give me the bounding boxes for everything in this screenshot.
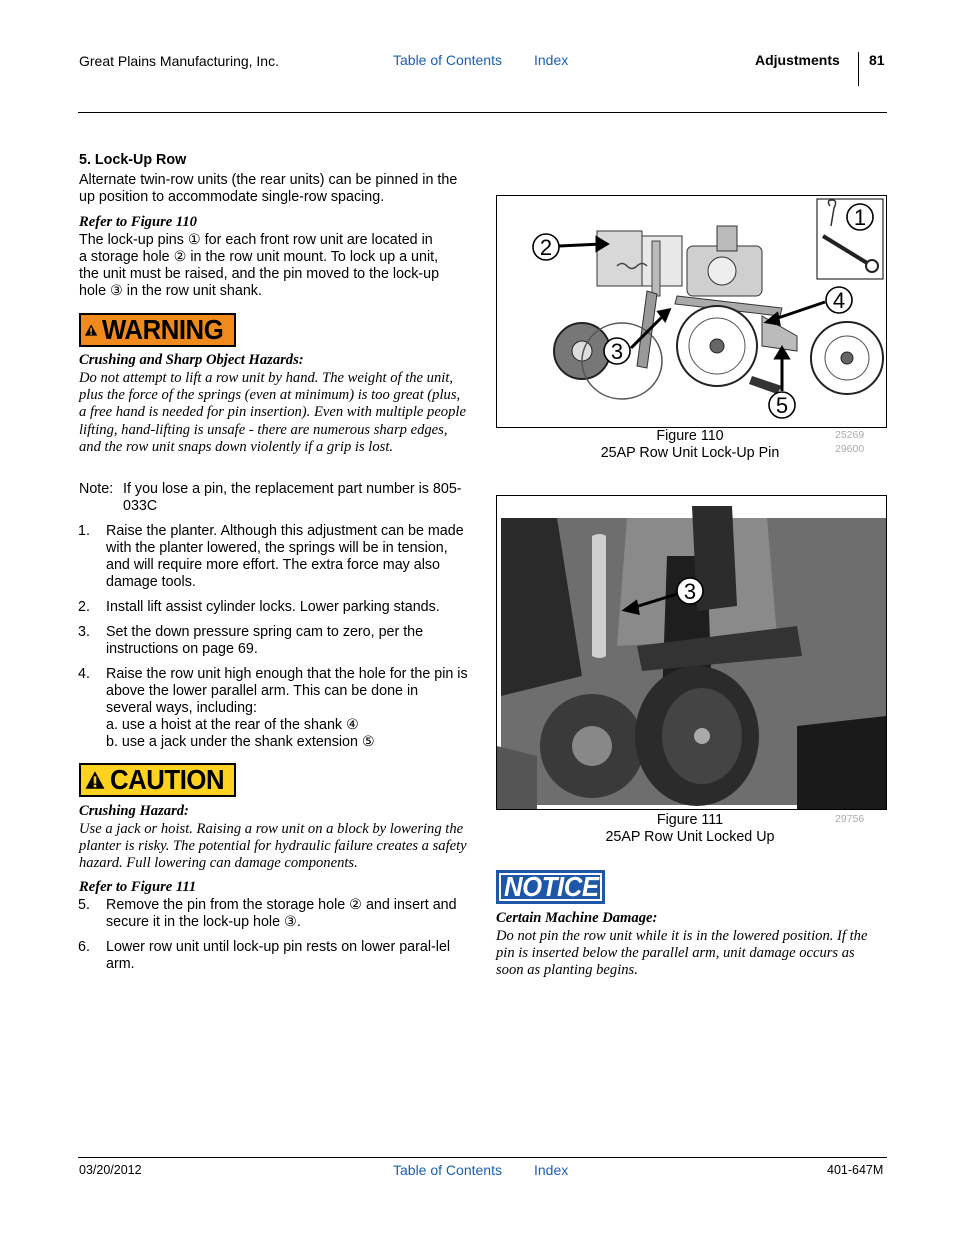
figure-110-code: [835, 428, 864, 456]
figure-111-image: [496, 495, 887, 810]
callout-4-label: 4: [832, 288, 846, 313]
step-3: [78, 624, 470, 658]
step-number: 5.: [78, 897, 90, 913]
caution-title: Crushing Hazard:: [79, 803, 189, 819]
figure-111-label: Figure 111: [656, 812, 724, 828]
footer-doc-number: 401-647M: [827, 1163, 884, 1177]
step-1: [78, 523, 470, 591]
callout-3-label: 3: [610, 339, 624, 364]
lockup-line-1: The lock-up pins ① for each front row unit are located in: [79, 232, 433, 248]
footer-date: 03/20/2012: [79, 1163, 142, 1177]
header-company: Great Plains Manufacturing, Inc.: [79, 53, 279, 69]
callout-5-label: 5: [775, 393, 789, 418]
figure-110-label: Figure 110: [656, 428, 724, 444]
step-2: [78, 599, 470, 616]
warning-label: WARNING: [102, 314, 224, 345]
step-4-sub-a: a. use a hoist at the rear of the shank ④: [106, 717, 359, 733]
step-number: 2.: [78, 599, 90, 615]
header-index-link[interactable]: Index: [534, 52, 569, 68]
figure-110-code-2: 29600: [835, 443, 865, 455]
header-section: Adjustments: [755, 52, 840, 68]
callout-1-label: 1: [853, 205, 867, 230]
notice-label: NOTICE: [504, 871, 599, 902]
step-4: [78, 666, 470, 751]
notice-sign: [496, 870, 605, 904]
header-toc-link[interactable]: Table of Contents: [393, 52, 502, 68]
section-title: 5. Lock-Up Row: [79, 152, 187, 168]
step-number: 4.: [78, 666, 90, 682]
note-prefix: Note:: [79, 481, 114, 497]
figure-110-illustration: [497, 196, 886, 427]
lockup-line-3: the unit must be raised, and the pin moved to the lock-up: [79, 266, 440, 282]
step-text: Raise the planter. Although this adjustment can be made with the planter lowered, the springs will be in tension, and will require more effort. The extra force may also damage tools.: [106, 523, 464, 590]
page-number: 81: [869, 52, 885, 68]
caution-sign: [79, 763, 236, 797]
intro-paragraph: Alternate twin-row units (the rear units) can be pinned in the up position to accommodate single-row spacing.: [79, 172, 458, 205]
figure-111-caption: [560, 812, 820, 846]
step-number: 6.: [78, 939, 90, 955]
footer-toc-link[interactable]: Table of Contents: [393, 1162, 502, 1178]
step-text: Raise the row unit high enough that the hole for the pin is above the lower parallel arm. This can be done in several ways, including:: [106, 666, 468, 716]
warning-title: Crushing and Sharp Object Hazards:: [79, 352, 304, 368]
notice-title: Certain Machine Damage:: [496, 910, 658, 926]
warning-body: Do not attempt to lift a row unit by hand. The weight of the unit, plus the force of the springs (even at minimum) is too great (plus, a free hand is needed for pin insertion). Even with multiple people lifting, hand-lifting is unsafe - there are numerous sharp edges, and the row unit snaps down violently if a grip is lost.: [79, 370, 466, 455]
callout-2-label: 2: [539, 235, 553, 260]
step-6: [78, 939, 470, 973]
figure-111-code: 29756: [835, 813, 865, 825]
caution-label: CAUTION: [109, 764, 225, 795]
figure-110-caption: [560, 428, 820, 462]
figure-110-title: 25AP Row Unit Lock-Up Pin: [600, 445, 780, 461]
header-separator: [858, 52, 859, 86]
callout-3-label: 3: [683, 579, 697, 604]
header-rule: [78, 112, 887, 113]
step-text: Lower row unit until lock-up pin rests on lower paral-lel arm.: [106, 939, 451, 972]
step-4-sub-b: b. use a jack under the shank extension ⑤: [106, 734, 375, 750]
callout-4: [826, 287, 852, 313]
refer-figure-110: Refer to Figure 110: [79, 214, 197, 230]
lockup-paragraph: [79, 232, 479, 300]
refer-figure-111: Refer to Figure 111: [79, 879, 197, 895]
step-text: Set the down pressure spring cam to zero, per the instructions on page 69.: [106, 624, 424, 657]
callout-1: [847, 204, 873, 230]
warning-sign: [79, 313, 236, 347]
notice-body: Do not pin the row unit while it is in the lowered position. If the pin is inserted below the parallel arm, unit damage occurs as soon as planting begins.: [496, 928, 868, 979]
lockup-line-2: a storage hole ② in the row unit mount. To lock up a unit,: [79, 249, 439, 265]
figure-110-code-1: 25269: [835, 429, 865, 441]
footer-rule: [78, 1157, 887, 1158]
warning-triangle-icon: [84, 316, 98, 344]
step-number: 3.: [78, 624, 90, 640]
figure-111-photo: [497, 496, 886, 809]
note-text: If you lose a pin, the replacement part number is 805-033C: [123, 481, 462, 514]
callout-3: [604, 338, 630, 364]
footer-index-link[interactable]: Index: [534, 1162, 569, 1178]
callout-5: [769, 392, 795, 418]
step-5: [78, 897, 470, 931]
step-text: Remove the pin from the storage hole ② and insert and secure it in the lock-up hole ③.: [106, 897, 457, 930]
callout-3: [677, 578, 703, 604]
callout-2: [533, 234, 559, 260]
step-text: Install lift assist cylinder locks. Lower parking stands.: [106, 599, 440, 615]
step-number: 1.: [78, 523, 90, 539]
lockup-line-4: hole ③ in the row unit shank.: [79, 283, 262, 299]
caution-body: Use a jack or hoist. Raising a row unit on a block by lowering the planter is risky. The potential for hydraulic failure creates a safety hazard. Full lowering can damage components.: [79, 821, 467, 872]
figure-110-image: [496, 195, 887, 428]
caution-triangle-icon: [84, 766, 106, 794]
note: [79, 481, 471, 515]
figure-111-title: 25AP Row Unit Locked Up: [605, 829, 775, 845]
